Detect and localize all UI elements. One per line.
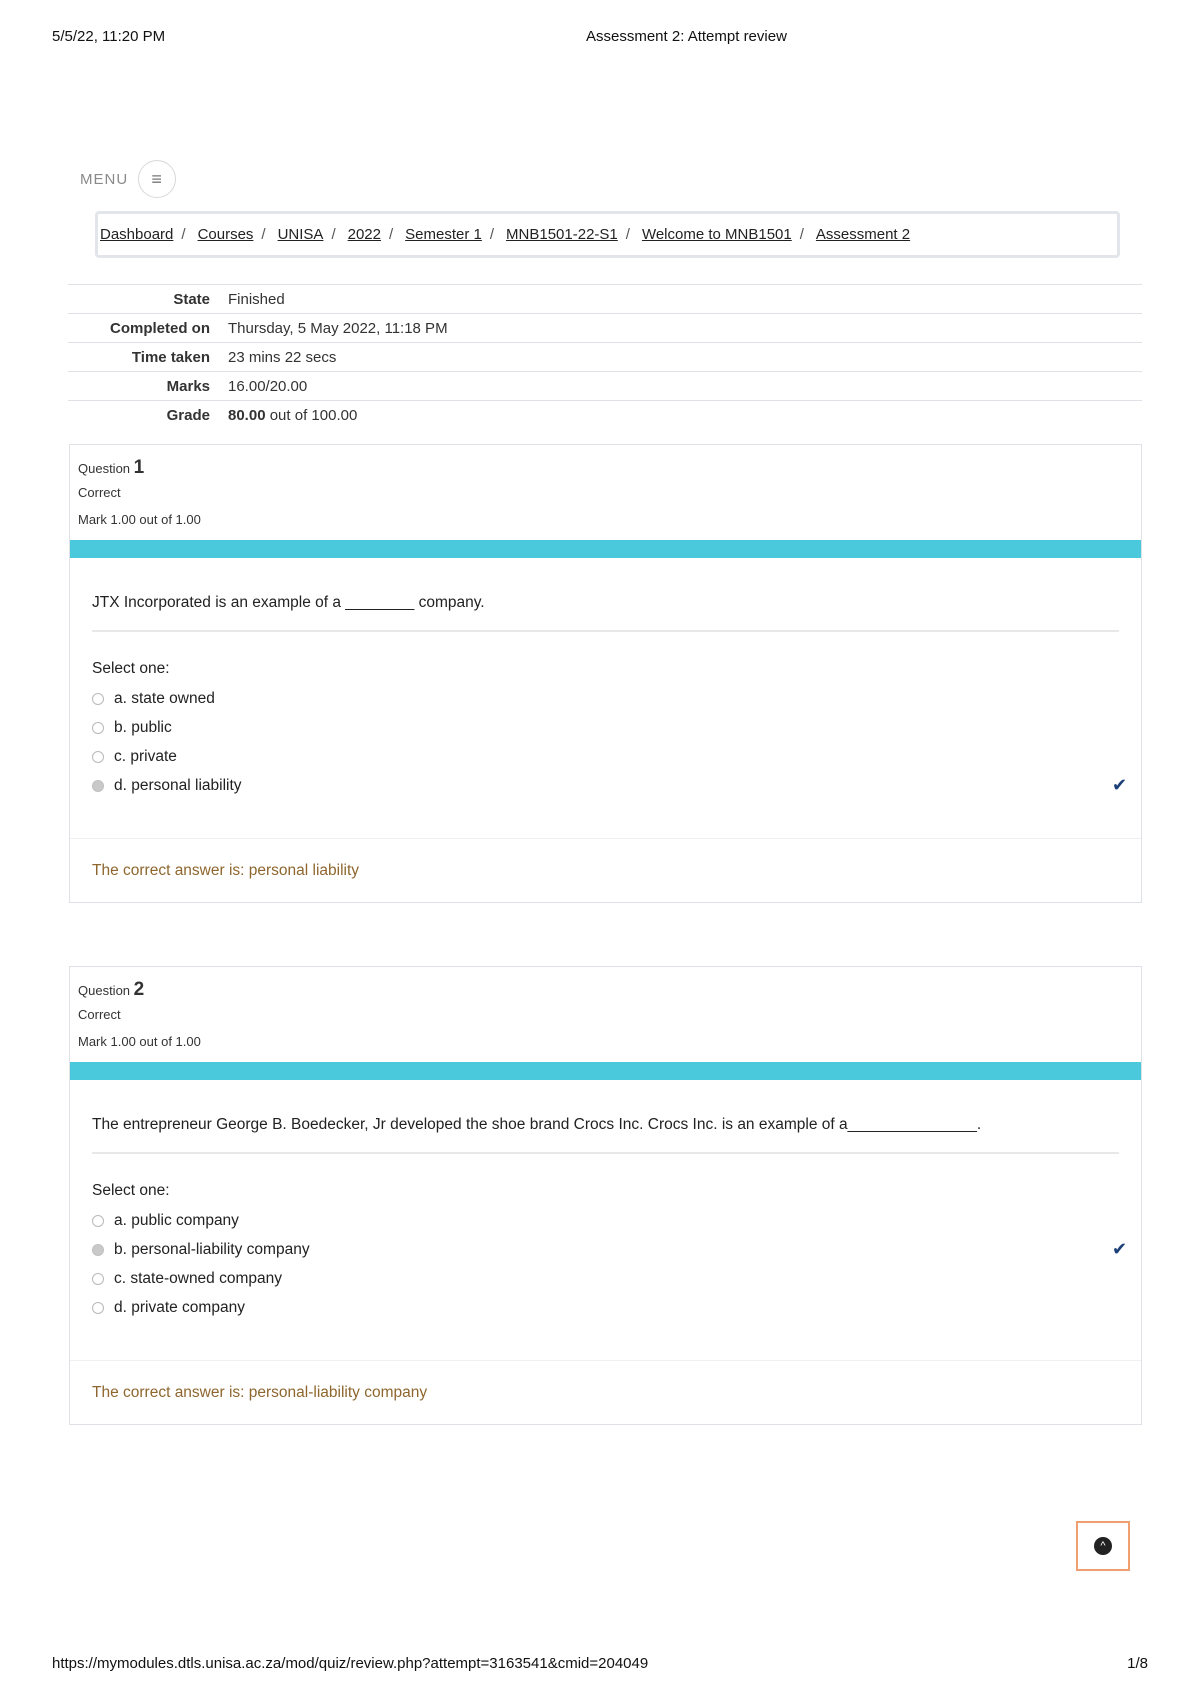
answer-label: a. public company [114,1211,239,1229]
grade-score: 80.00 [228,406,266,424]
question-feedback: The correct answer is: personal liability [70,838,1141,902]
answer-option[interactable] [92,684,1119,713]
answer-option[interactable] [92,1293,1119,1322]
question-info [70,445,1141,540]
question-state: Correct [78,485,121,500]
question-number [78,457,1141,479]
question-content [70,1080,1141,1322]
scroll-to-top-button[interactable] [1076,1521,1130,1571]
radio-button[interactable] [92,693,104,705]
print-datetime: 5/5/22, 11:20 PM [52,28,166,45]
radio-button-checked[interactable] [92,1244,104,1256]
select-one-label: Select one: [92,660,170,677]
answer-option[interactable] [92,1264,1119,1293]
attempt-summary [68,284,1142,429]
breadcrumb-unisa[interactable]: UNISA [277,226,324,243]
correct-check-icon: ✔ [1112,1239,1128,1259]
breadcrumb-course[interactable]: MNB1501-22-S1 [506,226,618,243]
question-state: Correct [78,1007,121,1022]
question-num: 1 [133,457,145,478]
answer-label: b. personal-liability company [114,1240,310,1258]
question-label: Question [78,461,131,476]
breadcrumb-separator: / [625,226,630,243]
breadcrumb-separator: / [181,226,186,243]
breadcrumb-semester[interactable]: Semester 1 [405,226,482,243]
answer-list [92,1206,1128,1322]
grade-total: out of 100.00 [265,406,358,424]
radio-button[interactable] [92,751,104,763]
answer-option-selected[interactable] [92,771,1128,800]
answer-option[interactable] [92,713,1119,742]
breadcrumb-year[interactable]: 2022 [347,226,381,243]
question-1 [69,444,1142,903]
summary-row-completed [68,314,1142,343]
breadcrumb [95,211,1120,258]
radio-button[interactable] [92,1215,104,1227]
answer-option[interactable] [92,1206,1119,1235]
breadcrumb-separator: / [489,226,495,243]
summary-label: Completed on [110,319,210,337]
question-num: 2 [133,979,145,1000]
question-2 [69,966,1142,1425]
menu-label: MENU [80,170,129,188]
summary-value: 16.00/20.00 [228,377,308,395]
chevron-up-icon: ^ [1094,1537,1112,1555]
answer-option-selected[interactable] [92,1235,1128,1264]
summary-row-grade [68,401,1142,429]
question-number [78,979,1141,1001]
select-one-label: Select one: [92,1182,170,1199]
summary-row-time [68,343,1142,372]
summary-value: 23 mins 22 secs [228,348,337,366]
answer-label: c. state-owned company [114,1269,283,1287]
breadcrumb-separator: / [261,226,266,243]
menu-toggle[interactable] [80,160,176,198]
print-page-number: 1/8 [1127,1655,1148,1672]
answer-label: a. state owned [114,689,215,707]
breadcrumb-welcome[interactable]: Welcome to MNB1501 [641,226,792,243]
question-accent-bar [70,540,1141,558]
breadcrumb-separator: / [331,226,336,243]
answer-label: b. public [114,718,172,736]
answer-label: c. private [114,747,177,765]
summary-row-marks [68,372,1142,401]
print-title: Assessment 2: Attempt review [586,28,787,45]
print-url: https://mymodules.dtls.unisa.ac.za/mod/quiz/review.php?attempt=3163541&cmid=204049 [52,1655,649,1672]
breadcrumb-dashboard[interactable]: Dashboard [100,226,174,243]
question-label: Question [78,983,131,998]
question-text: The entrepreneur George B. Boedecker, Jr developed the shoe brand Crocs Inc. Crocs Inc. is an example of a_______________. [92,1080,1119,1154]
radio-button-checked[interactable] [92,780,104,792]
question-mark: Mark 1.00 out of 1.00 [78,512,201,527]
summary-row-state [68,285,1142,314]
radio-button[interactable] [92,1302,104,1314]
question-content [70,558,1141,800]
breadcrumb-separator: / [799,226,804,243]
summary-value: Thursday, 5 May 2022, 11:18 PM [228,319,448,337]
summary-label: State [173,290,210,308]
question-mark: Mark 1.00 out of 1.00 [78,1034,201,1049]
summary-label: Time taken [131,348,210,366]
correct-check-icon: ✔ [1112,775,1128,795]
answer-label: d. private company [114,1298,245,1316]
summary-label: Grade [166,406,210,424]
answer-option[interactable] [92,742,1119,771]
answer-list [92,684,1128,800]
radio-button[interactable] [92,722,104,734]
summary-label: Marks [166,377,210,395]
hamburger-icon[interactable]: ≡ [138,160,176,198]
breadcrumb-separator: / [388,226,394,243]
answer-label: d. personal liability [114,776,242,794]
breadcrumb-courses[interactable]: Courses [197,226,254,243]
summary-value: Finished [228,290,285,308]
summary-value [226,407,357,424]
question-feedback: The correct answer is: personal-liability company [70,1360,1141,1424]
radio-button[interactable] [92,1273,104,1285]
question-accent-bar [70,1062,1141,1080]
breadcrumb-assessment[interactable]: Assessment 2 [815,226,911,243]
question-text: JTX Incorporated is an example of a ________ company. [92,558,1119,632]
question-info [70,967,1141,1062]
